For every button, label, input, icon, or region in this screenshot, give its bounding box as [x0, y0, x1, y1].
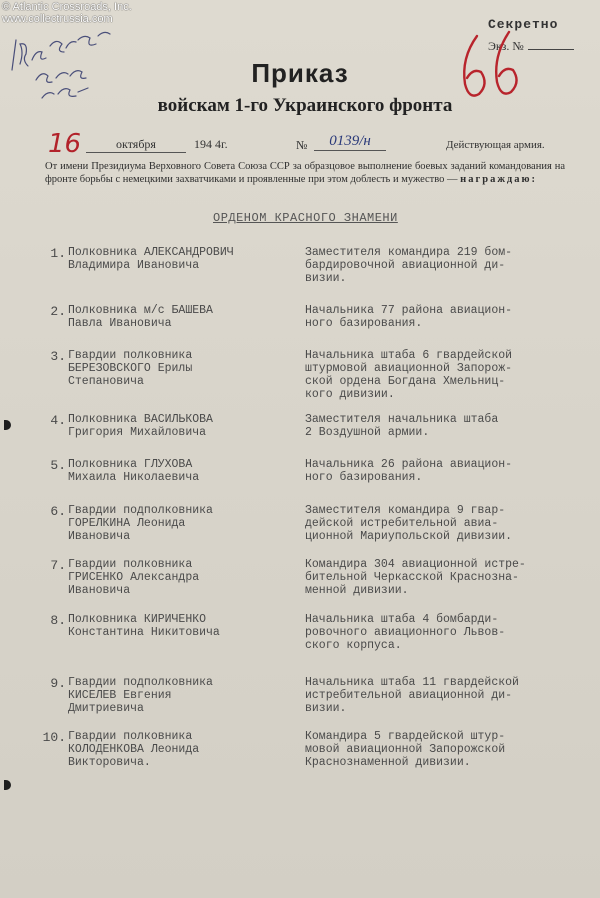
entry-name: [68, 304, 298, 330]
entry-name-line: Константина Никитовича: [68, 626, 220, 639]
entry-position-line: 2 Воздушной армии.: [305, 426, 430, 439]
preamble: [45, 160, 565, 186]
secret-stamp: Секретно: [488, 17, 559, 32]
entry-position-line: ного базирования.: [305, 317, 423, 330]
entry-name-line: Гвардии полковника: [68, 730, 193, 743]
entry-number: 9.: [50, 676, 66, 691]
entry-name-line: Полковника ГЛУХОВА: [68, 458, 193, 471]
entry-name-line: Владимира Ивановича: [68, 259, 200, 272]
entry-name: [68, 246, 298, 272]
entry-number: 3.: [50, 349, 66, 364]
entry-position: [305, 730, 565, 769]
entry-position-line: бительной Черкасской Краснозна-: [305, 571, 519, 584]
punch-hole: [4, 780, 11, 790]
entry-name-line: Степановича: [68, 375, 144, 388]
entry-name-line: ГРИСЕНКО Александра: [68, 571, 200, 584]
entry-position: [305, 304, 565, 330]
entry-name-line: Гвардии полковника: [68, 349, 193, 362]
entry-name-line: Полковника КИРИЧЕНКО: [68, 613, 207, 626]
army-location: Действующая армия.: [446, 139, 545, 151]
entry-name-line: Григория Михайловича: [68, 426, 207, 439]
entry-position-line: Краснознаменной дивизии.: [305, 756, 471, 769]
entry-number: 4.: [50, 413, 66, 428]
entry-name-line: Павла Ивановича: [68, 317, 172, 330]
entry-number: 1.: [50, 246, 66, 261]
entry-name-line: Михаила Николаевича: [68, 471, 200, 484]
entry-position-line: мовой авиационной Запорожской: [305, 743, 506, 756]
date-month: октября: [86, 137, 186, 153]
entry-position-line: менной дивизии.: [305, 584, 409, 597]
entry-position-line: ровочного авиационного Львов-: [305, 626, 506, 639]
entry-position-line: дейской истребительной авиа-: [305, 517, 499, 530]
entry-position-line: ного базирования.: [305, 471, 423, 484]
watermark-line-2: www.collectrussia.com: [2, 13, 113, 25]
entry-name-line: ГОРЕЛКИНА Леонида: [68, 517, 186, 530]
entry-position-line: истребительной авиационной ди-: [305, 689, 513, 702]
entry-position-line: кого дивизии.: [305, 388, 395, 401]
entry-name: [68, 504, 298, 543]
entry-number: 10.: [42, 730, 66, 745]
entry-position-line: Начальника 26 района авиацион-: [305, 458, 513, 471]
entry-position-line: Заместителя командира 9 гвар-: [305, 504, 506, 517]
copy-number-label: Экз. №: [488, 39, 524, 53]
entry-name: [68, 458, 298, 484]
entry-position-line: ского корпуса.: [305, 639, 402, 652]
entry-name: [68, 558, 298, 597]
entry-name-line: Гвардии полковника: [68, 558, 193, 571]
page-title: Приказ: [251, 58, 349, 88]
entry-position: [305, 246, 565, 285]
entry-position-line: Начальника штаба 4 бомбарди-: [305, 613, 499, 626]
entry-position-line: визии.: [305, 272, 347, 285]
order-number-label: №: [296, 138, 308, 152]
entry-name: [68, 676, 298, 715]
entry-position-line: штурмовой авиационной Запорож-: [305, 362, 513, 375]
entry-name-line: Дмитриевича: [68, 702, 144, 715]
entry-position: [305, 413, 565, 439]
entry-name-line: Полковника м/с БАШЕВА: [68, 304, 213, 317]
preamble-award: награждаю:: [460, 174, 538, 185]
entry-position-line: Заместителя начальника штаба: [305, 413, 499, 426]
entry-position-line: ской ордена Богдана Хмельниц-: [305, 375, 506, 388]
punch-hole: [4, 420, 11, 430]
date-day: 16: [48, 129, 82, 159]
entry-name-line: Гвардии подполковника: [68, 676, 213, 689]
entry-position-line: Начальника 77 района авиацион-: [305, 304, 513, 317]
entry-number: 2.: [50, 304, 66, 319]
entry-number: 7.: [50, 558, 66, 573]
entry-position: [305, 613, 565, 652]
entry-position: [305, 458, 565, 484]
entry-position-line: бардировочной авиационной ди-: [305, 259, 506, 272]
entry-position-line: Начальника штаба 11 гвардейской: [305, 676, 519, 689]
entry-position-line: Командира 5 гвардейской штур-: [305, 730, 506, 743]
page-subtitle: войскам 1-го Украинского фронта: [157, 95, 453, 116]
entry-position-line: Начальника штаба 6 гвардейской: [305, 349, 513, 362]
entry-name-line: Викторовича.: [68, 756, 151, 769]
entry-position: [305, 676, 565, 715]
order-heading: ОРДЕНОМ КРАСНОГО ЗНАМЕНИ: [213, 211, 398, 225]
entry-name-line: Гвардии подполковника: [68, 504, 213, 517]
entry-name-line: Ивановича: [68, 530, 131, 543]
entry-name-line: Ивановича: [68, 584, 131, 597]
preamble-text: От имени Президиума Верховного Совета Союза ССР за образцовое выполнение боевых заданий командования на фронте борьбы с немецкими захватчиками и проявленные при этом доблесть и мужество —: [45, 161, 565, 185]
entry-number: 5.: [50, 458, 66, 473]
entry-name: [68, 613, 298, 639]
entry-position: [305, 504, 565, 543]
entry-position: [305, 349, 565, 401]
entry-name-line: КОЛОДЕНКОВА Леонида: [68, 743, 200, 756]
entry-position-line: Заместителя командира 219 бом-: [305, 246, 513, 259]
entry-name: [68, 413, 298, 439]
entry-position-line: ционной Мариупольской дивизии.: [305, 530, 513, 543]
entry-name: [68, 349, 298, 388]
entry-name-line: Полковника ВАСИЛЬКОВА: [68, 413, 213, 426]
order-number: 0139/н: [314, 133, 386, 151]
entry-name: [68, 730, 298, 769]
entry-position: [305, 558, 565, 597]
entry-position-line: визии.: [305, 702, 347, 715]
entry-number: 6.: [50, 504, 66, 519]
entry-name-line: БЕРЕЗОВСКОГО Ерилы: [68, 362, 193, 375]
entry-name-line: КИСЕЛЕВ Евгения: [68, 689, 172, 702]
entry-position-line: Командира 304 авиационной истре-: [305, 558, 526, 571]
watermark-line-1: © Atlantic Crossroads, Inc.: [2, 1, 132, 13]
entry-number: 8.: [50, 613, 66, 628]
date-year: 194 4г.: [194, 137, 228, 151]
entry-name-line: Полковника АЛЕКСАНДРОВИЧ: [68, 246, 234, 259]
